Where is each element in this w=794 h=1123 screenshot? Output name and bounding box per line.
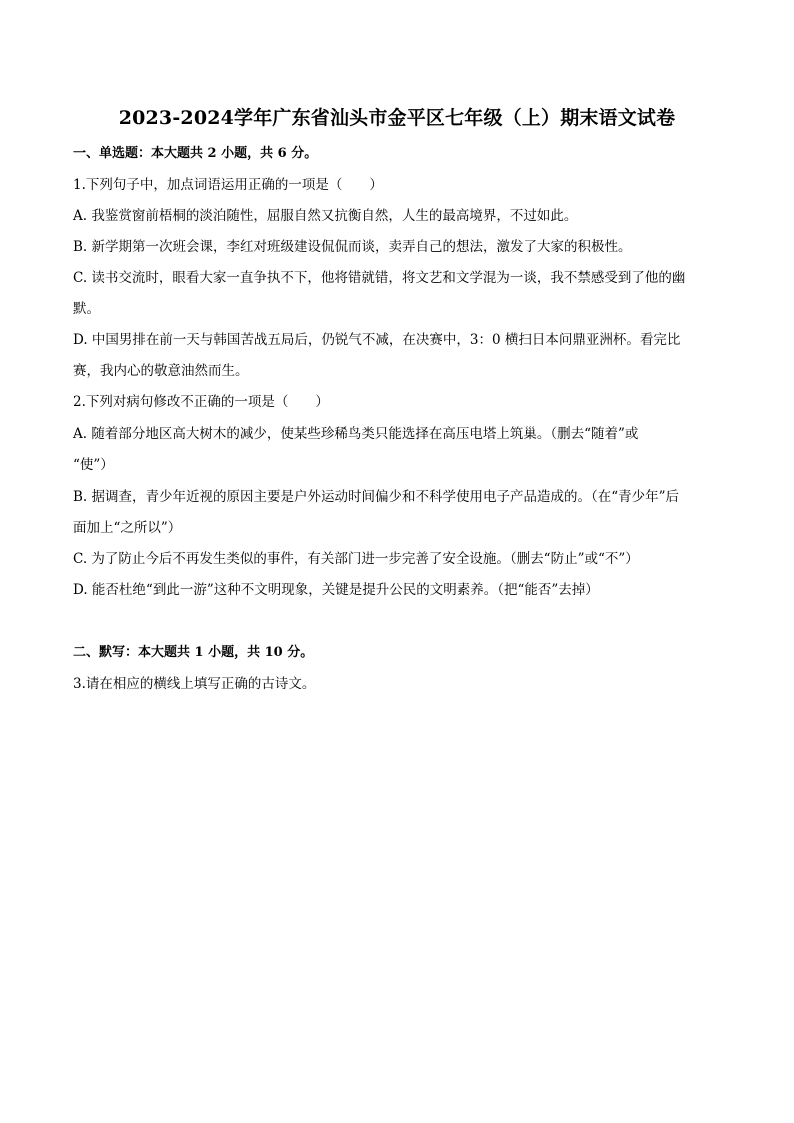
question-2-option-a-line-2: “使”） [73, 457, 114, 473]
question-1-option-d-line-1: D. 中国男排在前一天与韩国苦战五局后，仍锐气不减，在决赛中，3：0 横扫日本问鼎亚洲杯。看完比 [73, 332, 681, 348]
question-2-option-b-line-2: 面加上“之所以”） [73, 520, 182, 536]
question-2-option-a-line-1: A. 随着部分地区高大树木的减少，使某些珍稀鸟类只能选择在高压电塔上筑巢。（删去“随着”或 [73, 426, 639, 442]
section-heading-single-choice: 一、单选题：本大题共 2 小题，共 6 分。 [73, 146, 318, 161]
question-2-option-c: C. 为了防止今后不再发生类似的事件，有关部门进一步完善了安全设施。（删去“防止”或“不”） [73, 551, 639, 567]
question-2-option-d: D. 能否杜绝“到此一游”这种不文明现象，关键是提升公民的文明素养。（把“能否”去掉） [73, 582, 599, 598]
question-1-option-a: A. 我鉴赏窗前梧桐的淡泊随性，屈服自然又抗衡自然，人生的最高境界，不过如此。 [73, 208, 578, 224]
exam-title: 2023-2024学年广东省汕头市金平区七年级（上）期末语文试卷 [118, 107, 676, 129]
section-heading-dictation: 二、默写：本大题共 1 小题，共 10 分。 [73, 645, 314, 660]
question-1-option-c-line-2: 默。 [73, 301, 100, 317]
question-1-stem: 1.下列句子中，加点词语运用正确的一项是（ ） [73, 177, 383, 193]
question-1-option-c-line-1: C. 读书交流时，眼看大家一直争执不下，他将错就错，将文艺和文学混为一谈，我不禁感受到了他的幽 [73, 270, 686, 286]
question-2-stem: 2.下列对病句修改不正确的一项是（ ） [73, 394, 329, 410]
question-1-option-b: B. 新学期第一次班会课，李红对班级建设侃侃而谈，卖弄自己的想法，激发了大家的积极性。 [73, 239, 632, 255]
question-3-stem: 3.请在相应的横线上填写正确的古诗文。 [73, 676, 316, 692]
question-2-option-b-line-1: B. 据调查，青少年近视的原因主要是户外运动时间偏少和不科学使用电子产品造成的。（在“青少年”后 [73, 489, 680, 505]
question-1-option-d-line-2: 赛，我内心的敬意油然而生。 [73, 363, 249, 379]
